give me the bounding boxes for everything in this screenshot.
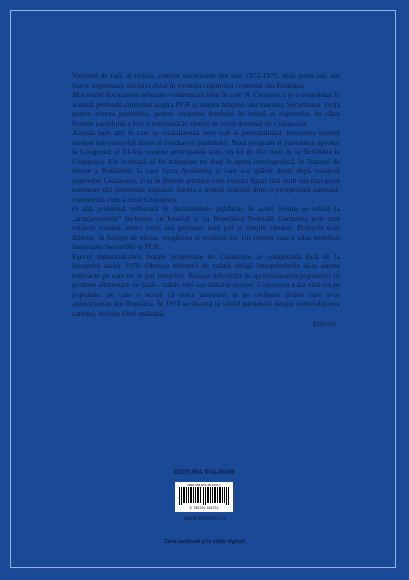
publisher-name: EDITURA POLIROM [174,470,235,476]
blurb-paragraph: Volumul de față, al treilea, conține documente din anii 1972-1975, doar patru ani, dar foarte importanți, decisivi chiar în evoluția regimului comunist din România. [72,71,340,90]
blurb-paragraph: Eșecul industrializării forțate promovate de Ceaușescu se conturează încă de la începutul anilor 1970. Obsesia obținerii de valută obligă întreprinderile să-și asume contracte pe care nu le pot îndeplini. Reapar dificultăți în aprovizionarea populației cu produse alimentare de bază – zahăr, ulei sau banalul usturoi. Ceaușescu a dat vina tot pe populație, pe care o acuză că stoca alimente, și pe cetățenii străini care și-ar aprovizionaо din România. În 1974 se discută la vârful partidului despre reintroducerea cartelei, decizia fiind amânată. [72,251,340,318]
digital-edition-tagline: Carte publicată și în ediție digitală [164,539,245,545]
blurb-paragraph: O altă problemă reflectată în documentele publicate în acest volum se referă la „aranjamentele” încheiate cu Israelul și cu Republica Federală Germania prin care cetățeni români, etnici evrei sau germani, sunt pur și simplu vânduți. Prețurile erau diferite, în funcție de vârsta, pregătirea și profesia lor. Un comerț care a adus beneficii însemnate Securității și PCR. [72,204,340,251]
blurb-text [72,71,340,329]
editors-signature: Editorii [312,319,336,328]
blurb-paragraph: Aceștia sunt anii în care se cristalizează noul cult al personalității, rescrierea istoriei intrând sub controlul direct al conducerii partidului. Noul program al partidului, aprobat la Congresul al XI-lea, conține principalele teze, un fel de fire roșii de la Burebista la Ceaușescu. Ele urmează să fie transpuse nu doar în opera istoriografică, în Tratatul de istorie a României, la care lucra Academia și care n-a apărut decât după colapsul regimului Ceaușescu, ci și în filmele artistice care evocau figuri mai mult sau mai puțin conturate din panteonul național. Istoria a trebuit rescrisă dintr-o perspectivă național-comunistă, cum a cerut Ceaușescu. [72,128,340,204]
isbn-number: ISBN 978-973-46-4475-1 [187,483,221,487]
publisher-website: www.polirom.ro [183,516,225,522]
blurb-paragraph: Mai multe documente selectate evidențiază felul în care N. Ceaușescu și-a consolidat în această perioadă controlul asupra PCR și asupra brațului său înarmat, Securitatea. Grija pentru averea partidului, pentru creșterea fondului în valută și exportului de către firmele partidului a fost o constantă în sfertul de secol dominat de Ceaușescu. [72,90,340,128]
barcode-digits: 9 789734 644751 [189,506,219,510]
barcode [175,482,233,512]
barcode-bars-icon [179,487,229,505]
